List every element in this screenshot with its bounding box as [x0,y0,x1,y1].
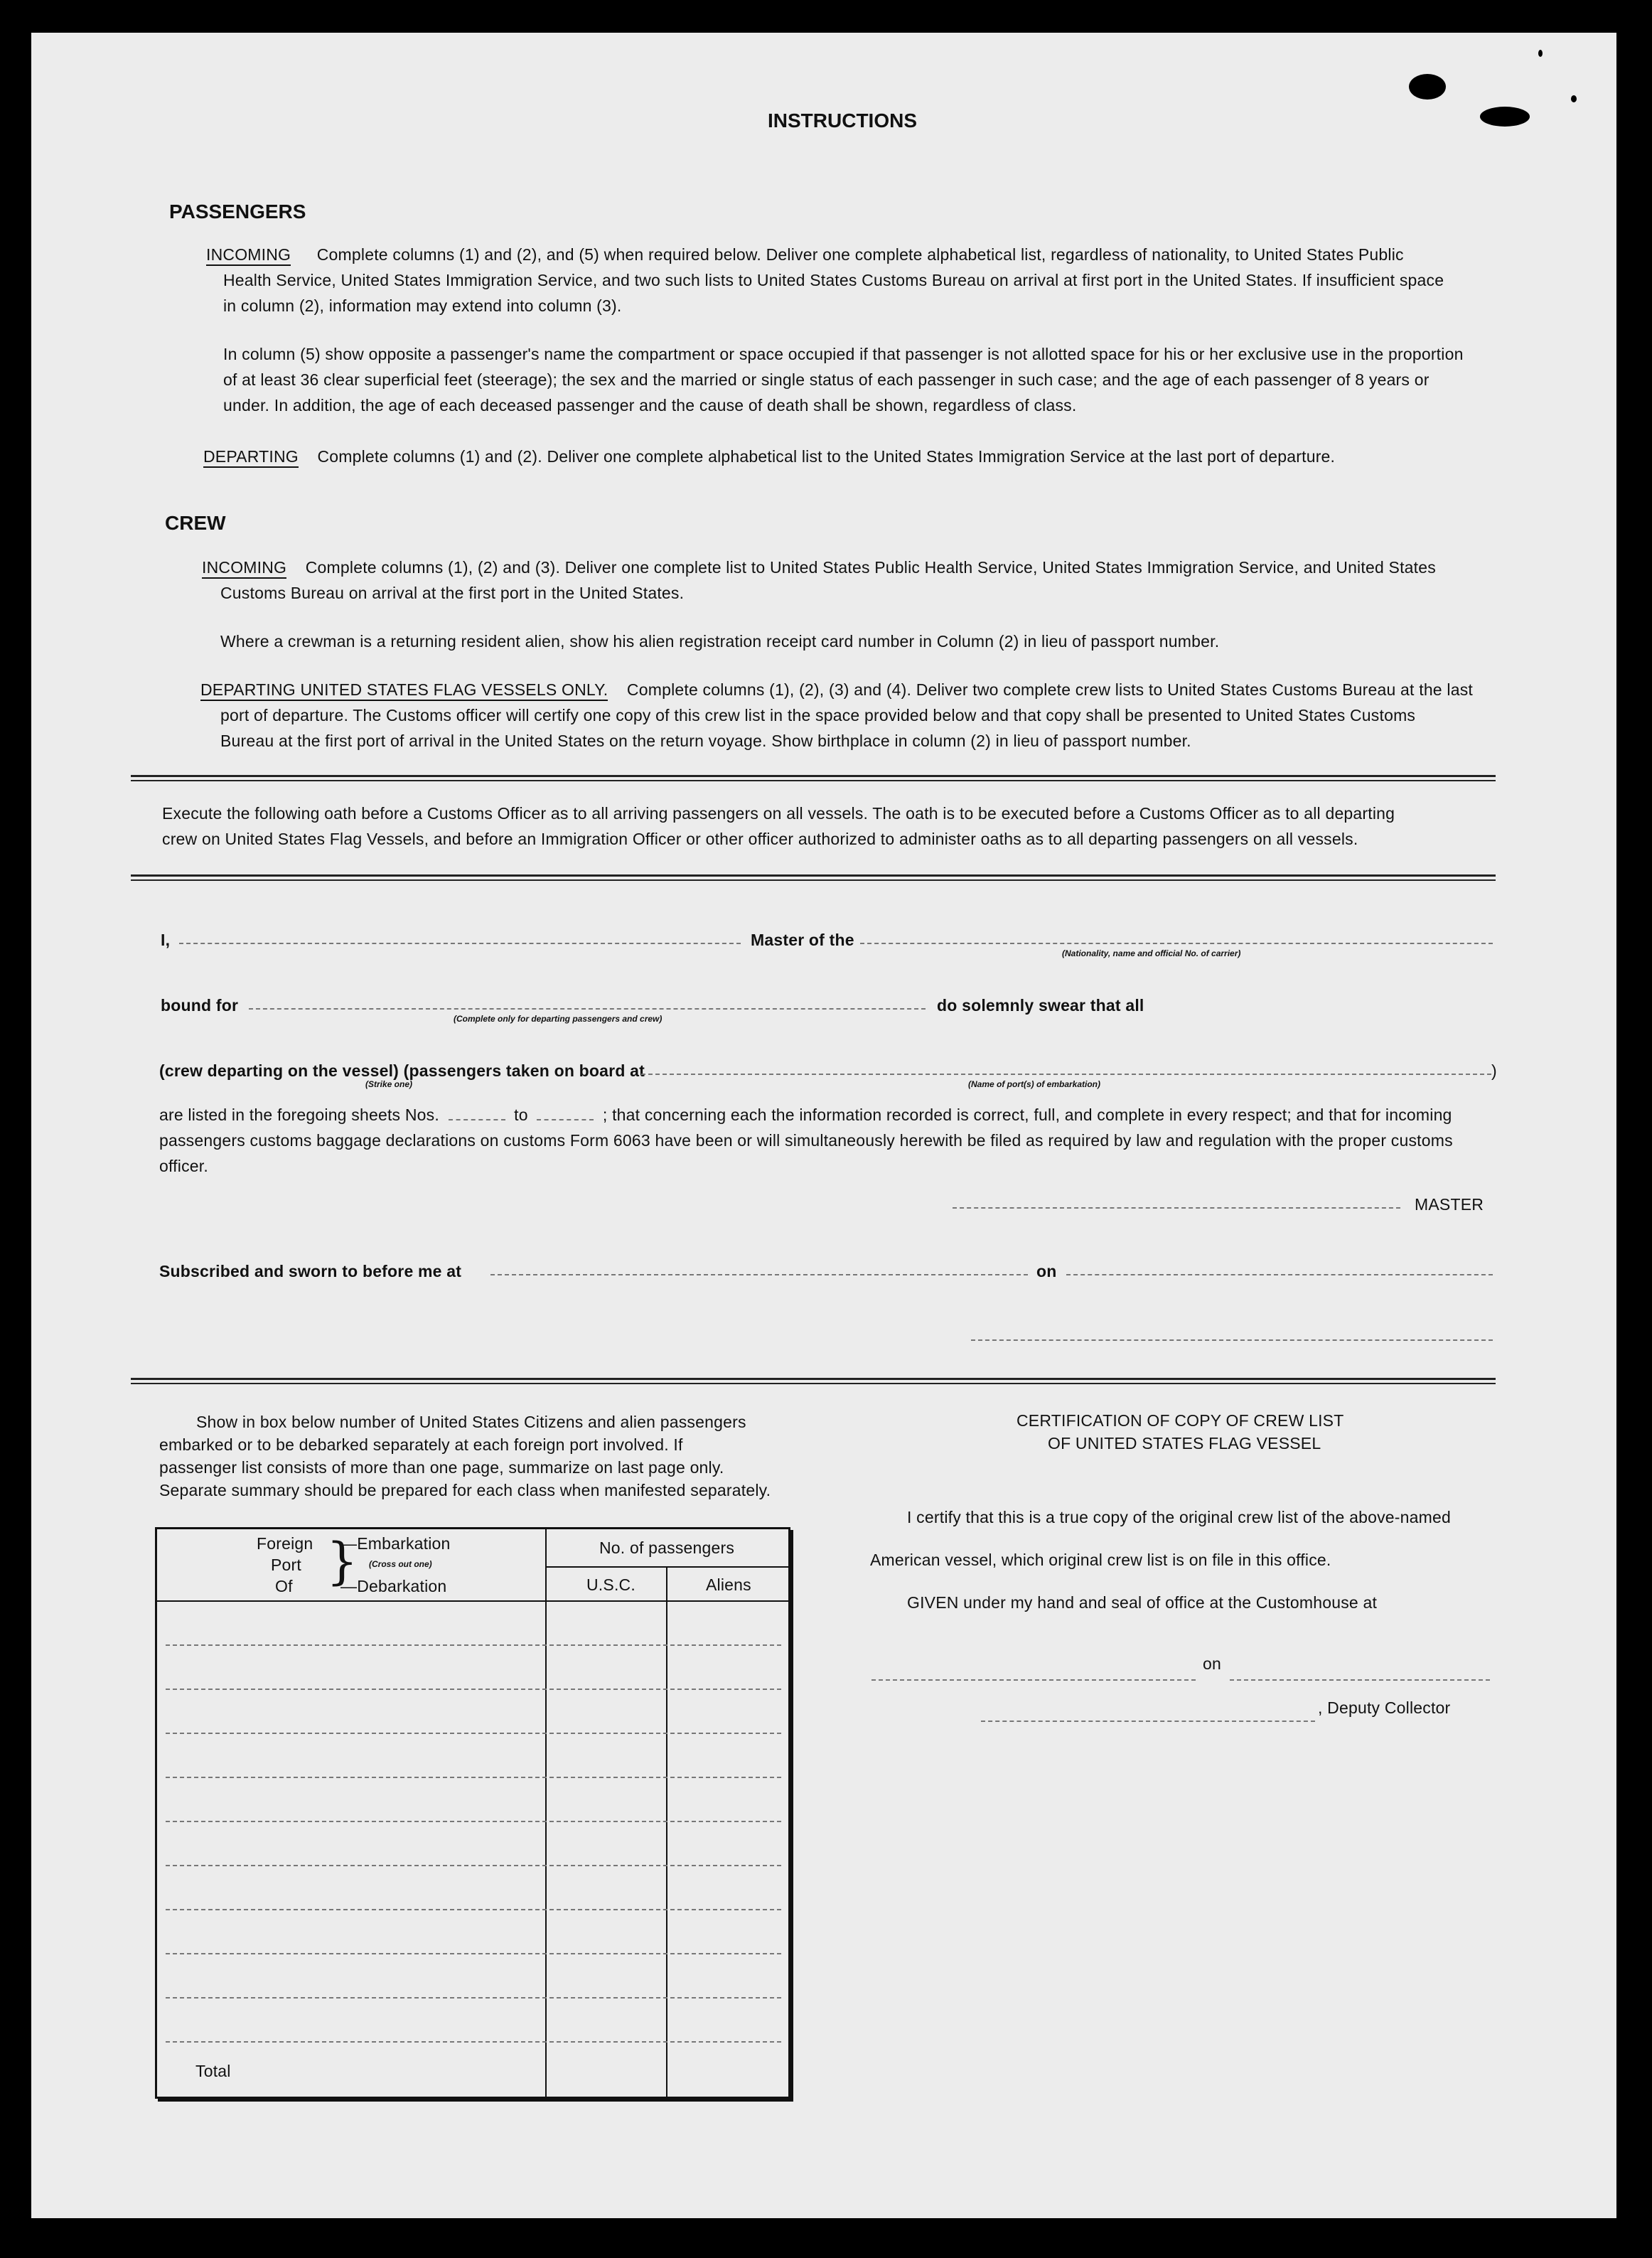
listed-line2: passengers customs baggage declarations on customs Form 6063 have been or will simultaneously herewith be filed as required by law and regulation with the proper customs [159,1131,1453,1150]
table-row[interactable] [166,1865,781,1866]
oath-i: I, [161,931,171,949]
summary-line2: embarked or to be debarked separately at each foreign port involved. If [159,1435,683,1454]
passengers-incoming-line3: in column (2), information may extend into column (3). [223,296,622,315]
passengers-p2-line3: under. In addition, the age of each deceased passenger and the cause of death shall be shown, regardless of class. [223,396,1077,414]
no-of-passengers-header: No. of passengers [599,1539,735,1557]
crew-passengers-line: (crew departing on the vessel) (passengers taken on board at [159,1061,645,1080]
given-line: GIVEN under my hand and seal of office at the Customhouse at [907,1593,1378,1612]
table-row[interactable] [166,1644,781,1646]
nationality-note: (Nationality, name and official No. of carrier) [1062,948,1241,958]
bound-for-field[interactable] [249,1008,926,1010]
crew-departing-line2: port of departure. The Customs officer will certify one copy of this crew list in the space provided below and that copy shall be presented to United States Customs [220,706,1416,724]
certification-on: on [1203,1654,1221,1673]
ink-blot [1538,50,1543,57]
subscribed-place-field[interactable] [490,1274,1028,1275]
passengers-incoming-line1: INCOMING Complete columns (1) and (2), and (5) when required below. Deliver one complete alphabetical list, regardless of nationality, to United States Public [206,242,1404,267]
listed-line1: are listed in the foregoing sheets Nos. to ; that concerning each the information recorded is correct, full, and complete in every respect; and that for incoming [159,1106,1452,1124]
crew-incoming-line1: INCOMING Complete columns (1), (2) and (3). Deliver one complete list to United States Public Health Service, United States Immigration Service, and United States [202,555,1436,580]
carrier-field[interactable] [860,943,1493,944]
total-label: Total [195,2062,231,2080]
certify-line1: I certify that this is a true copy of the original crew list of the above-named [907,1508,1451,1526]
departing-only-note: (Complete only for departing passengers and crew) [454,1014,663,1024]
customhouse-field[interactable] [871,1679,1196,1681]
close-paren: ) [1491,1061,1497,1080]
master-of-the: Master of the [751,931,854,949]
certify-line2: American vessel, which original crew list is on file in this office. [870,1551,1331,1569]
foreign-label: Foreign [257,1534,313,1553]
subscribed-text: Subscribed and sworn to before me at [159,1262,462,1280]
passengers-heading: PASSENGERS [169,200,306,223]
table-row[interactable] [166,1997,781,1999]
passengers-p2-line2: of at least 36 clear superficial feet (steerage); the sex and the married or single status of each passenger in such case; and the age of each passenger of 8 years or [223,370,1430,389]
passenger-summary-table [155,1527,790,2099]
port-embarkation-field[interactable] [641,1074,1491,1075]
master-name-field[interactable] [179,943,741,944]
deputy-collector: , Deputy Collector [1318,1698,1451,1717]
passengers-incoming-label: INCOMING [206,245,291,266]
table-row[interactable] [166,1689,781,1690]
subscribed-date-field[interactable] [1066,1274,1493,1275]
summary-line1: Show in box below number of United States Citizens and alien passengers [196,1413,746,1431]
certification-title2: OF UNITED STATES FLAG VESSEL [1048,1434,1321,1452]
bound-for: bound for [161,996,239,1015]
of-label: Of [275,1577,293,1595]
port-note: (Name of port(s) of embarkation) [968,1079,1101,1089]
crew-incoming-line2: Customs Bureau on arrival at the first port in the United States. [220,584,685,602]
port-label: Port [271,1556,301,1574]
master-label: MASTER [1415,1195,1484,1214]
usc-header: U.S.C. [586,1575,635,1594]
passengers-incoming-line2: Health Service, United States Immigration Service, and two such lists to United States Customs Bureau on arrival at first port in the United States. If insufficient space [223,271,1444,289]
debarkation-label: —Debarkation [340,1577,447,1595]
certification-title1: CERTIFICATION OF COPY OF CREW LIST [1017,1411,1344,1430]
passengers-departing: DEPARTING Complete columns (1) and (2). Deliver one complete alphabetical list to the United States Immigration Service at the last port of departure. [203,444,1335,469]
summary-line4: Separate summary should be prepared for each class when manifested separately. [159,1481,771,1499]
aliens-header: Aliens [706,1575,751,1594]
listed-line3: officer. [159,1157,208,1175]
subscribed-on: on [1036,1262,1057,1280]
crew-departing-line1: DEPARTING UNITED STATES FLAG VESSELS ONLY. Complete columns (1), (2), (3) and (4). Deliver two complete crew lists to United States Customs Bureau at the last [200,677,1473,702]
table-row[interactable] [166,1777,781,1778]
crew-incoming-label: INCOMING [202,558,286,579]
officer-signature-field[interactable] [971,1339,1493,1341]
table-row[interactable] [166,1821,781,1822]
oath-instructions-line1: Execute the following oath before a Customs Officer as to all arriving passengers on all vessels. The oath is to be executed before a Customs Officer as to all departing [162,804,1395,823]
master-signature-field[interactable] [953,1207,1400,1209]
ink-blot [1409,74,1446,100]
oath-instructions-line2: crew on United States Flag Vessels, and before an Immigration Officer or other officer authorized to administer oaths as to all departing passengers on all vessels. [162,830,1358,848]
embarkation-label: —Embarkation [340,1534,451,1553]
passengers-p2-line1: In column (5) show opposite a passenger's name the compartment or space occupied if that passenger is not allotted space for his or her exclusive use in the proportion [223,345,1464,363]
summary-line3: passenger list consists of more than one page, summarize on last page only. [159,1458,724,1477]
ink-blot [1571,95,1577,102]
deputy-signature-field[interactable] [981,1721,1315,1722]
table-row[interactable] [166,2041,781,2043]
certification-date-field[interactable] [1230,1679,1490,1681]
table-row[interactable] [166,1953,781,1954]
swear-text: do solemnly swear that all [937,996,1144,1015]
cross-out-note: (Cross out one) [369,1559,432,1569]
table-row[interactable] [166,1733,781,1734]
divider [131,874,1496,881]
sheet-from-field[interactable] [449,1119,505,1120]
passengers-departing-label: DEPARTING [203,447,299,468]
divider [131,775,1496,781]
crew-heading: CREW [165,512,226,534]
crew-departing-label: DEPARTING UNITED STATES FLAG VESSELS ONLY. [200,680,608,701]
crew-departing-line3: Bureau at the first port of arrival in the United States on the return voyage. Show birthplace in column (2) in lieu of passport number. [220,732,1191,750]
page-title: INSTRUCTIONS [768,109,917,132]
table-row[interactable] [166,1909,781,1910]
ink-blot [1480,107,1530,127]
divider [131,1378,1496,1384]
crew-resident-alien: Where a crewman is a returning resident alien, show his alien registration receipt card number in Column (2) in lieu of passport number. [220,632,1220,651]
sheet-to-field[interactable] [537,1119,594,1120]
strike-one-note: (Strike one) [365,1079,413,1089]
brace-icon: } [326,1532,358,1590]
